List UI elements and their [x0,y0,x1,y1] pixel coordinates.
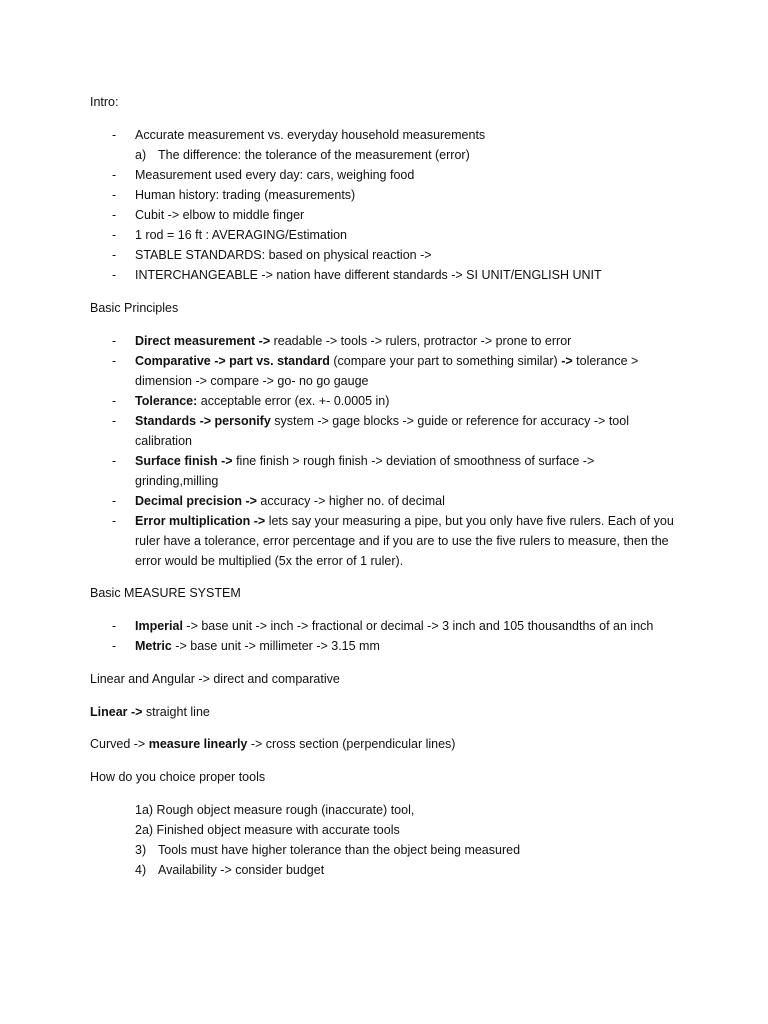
list-item: - Measurement used every day: cars, weighing food [112,168,415,182]
list-item: - Accurate measurement vs. everyday household measurements [112,128,486,142]
list-subitem: a) The difference: the tolerance of the measurement (error) [135,148,470,162]
measure-system-heading: Basic MEASURE SYSTEM [90,586,241,600]
list-item: - Comparative -> part vs. standard (compare your part to something similar) -> tolerance > dimension -> compare -> go- no go gauge [112,354,639,388]
basic-principles-heading: Basic Principles [90,301,179,315]
intro-heading: Intro: [90,95,119,109]
list-item: 1a) Rough object measure rough (inaccurate) tool, [135,803,415,817]
list-item: - Cubit -> elbow to middle finger [112,208,305,222]
list-item: - Imperial -> base unit -> inch -> fractional or decimal -> 3 inch and 105 thousandths of an inch [112,619,654,633]
list-item: 4) Availability -> consider budget [135,863,325,877]
measure-system-list [0,616,768,656]
list-item: - INTERCHANGEABLE -> nation have different standards -> SI UNIT/ENGLISH UNIT [112,268,602,282]
list-item: - Decimal precision -> accuracy -> higher no. of decimal [112,494,445,508]
list-item: - Tolerance: acceptable error (ex. +- 0.0005 in) [112,394,390,408]
list-item: - Standards -> personify system -> gage blocks -> guide or reference for accuracy -> tool calibration [112,414,629,448]
list-item: 2a) Finished object measure with accurate tools [135,823,400,837]
list-item: - STABLE STANDARDS: based on physical reaction -> [112,248,432,262]
curved-line: Curved -> measure linearly -> cross section (perpendicular lines) [90,737,456,751]
list-item: - Surface finish -> fine finish > rough finish -> deviation of smoothness of surface -> grinding,milling [112,454,595,488]
linear-angular-line: Linear and Angular -> direct and comparative [90,672,340,686]
list-item: - Metric -> base unit -> millimeter -> 3.15 mm [112,639,380,653]
linear-line: Linear -> straight line [90,705,210,719]
tools-heading: How do you choice proper tools [90,770,266,784]
list-item: - Error multiplication -> lets say your measuring a pipe, but you only have five rulers. Each of you ruler have a tolerance, error percentage and if you are to use the five rulers to measure, then the error would be multiplied (5x the error of 1 ruler). [112,514,674,568]
list-item: 3) Tools must have higher tolerance than the object being measured [135,843,521,857]
tools-list [135,800,520,880]
intro-list [0,125,768,285]
list-item: - 1 rod = 16 ft : AVERAGING/Estimation [112,228,348,242]
list-item: - Direct measurement -> readable -> tools -> rulers, protractor -> prone to error [112,334,572,348]
list-item: - Human history: trading (measurements) [112,188,356,202]
basic-principles-list [0,331,768,571]
